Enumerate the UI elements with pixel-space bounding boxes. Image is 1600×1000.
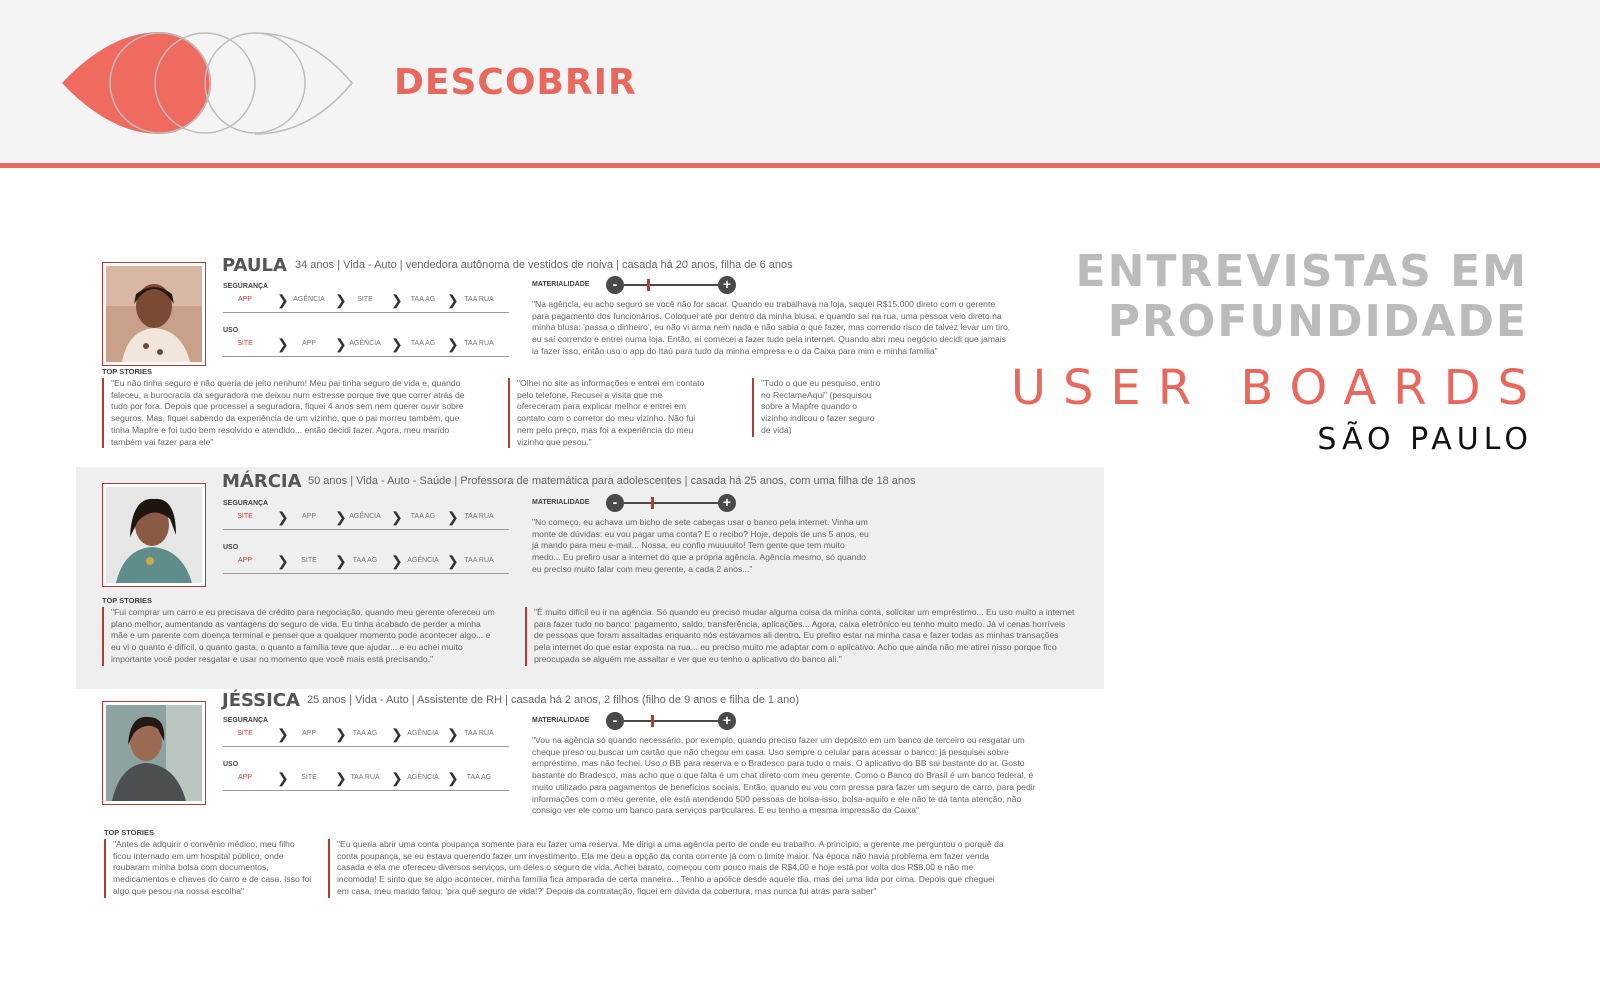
- flow-step: SITE: [357, 296, 373, 303]
- page-location: SÃO PAULO: [1317, 422, 1533, 457]
- slider-track: [624, 720, 718, 722]
- minus-icon: -: [606, 494, 624, 512]
- top-stories-label: TOP STORIES: [104, 828, 155, 837]
- chevron-right-icon: ❯: [391, 336, 403, 352]
- user-board-paula: [76, 248, 1104, 460]
- chevron-right-icon: ❯: [447, 770, 459, 786]
- page-title: [1076, 247, 1528, 347]
- flow-step: TAA RUA: [464, 557, 494, 564]
- materialidade-slider: [606, 493, 736, 513]
- seguranca-label: SEGURANÇA: [223, 283, 269, 290]
- slider-marker: [647, 279, 650, 291]
- uso-flow: [223, 336, 509, 357]
- top-story: "Eu queria abrir uma conta poupança somente para eu fazer uma reserva. Me dirigi a uma agência perto de onde eu trabalho. A princípio, a gerente me perguntou o porquê da conta poupança, se eu estava querendo fazer um investimento. Ela me deu a opção da conta corrente já com o limite maior. Na época não havia problema em fazer venda casada e ela me ofereceu diversos serviços, um deles o seguro de vida. Achei barato, começou com pouco mais de R$4,00 e hoje está por volta dos R$8,00 e não me incomoda! E sinto que se algo acontecer, minha família fica amparada de certa maneira... Tenho a apólice desde aquele dia, mas dei uma lida por cima. Depois que cheguei em casa, meu marido falou: 'pra quê seguro de vida!?' Depois da contratação, fiquei em dúvida da cobertura, mas nunca fui atrás para saber": [328, 839, 1008, 898]
- chevron-right-icon: ❯: [335, 509, 347, 525]
- flow-step: AGÊNCIA: [407, 730, 439, 737]
- chevron-right-icon: ❯: [277, 726, 289, 742]
- avatar: [102, 262, 206, 366]
- flow-step: TAA AG: [410, 296, 436, 303]
- person-name: JÉSSICA: [222, 690, 300, 711]
- seguranca-flow: [223, 292, 509, 313]
- materialidade-label: MATERIALIDADE: [532, 281, 590, 288]
- avatar: [102, 701, 206, 805]
- flow-step: TAA AG: [352, 730, 378, 737]
- flow-step: SITE: [301, 557, 317, 564]
- main-quote: "No começo, eu achava um bicho de sete cabeças usar o banco pela internet. Vinha um monte de dúvidas: eu vou pagar uma conta? E o recibo? Hoje, depois de uns 5 anos, eu já mando para meu e-mail... Nossa, eu confio muuuuito! Tem gente que tem muito medo... Eu prefiro usar a internet do que a própria agência. Agência mesmo, só quando eu preciso muito falar com meu gerente, a cada 2 anos...": [532, 517, 869, 574]
- top-stories-label: TOP STORIES: [102, 596, 153, 605]
- section-title: DESCOBRIR: [394, 62, 637, 103]
- chevron-right-icon: ❯: [447, 292, 459, 308]
- user-board-jessica: [76, 690, 1104, 910]
- portrait-photo: [106, 266, 202, 362]
- portrait-photo: [106, 705, 202, 801]
- flow-step: AGÊNCIA: [349, 513, 381, 520]
- materialidade-slider: [606, 711, 736, 731]
- flow-step: TAA AG: [410, 513, 436, 520]
- page-subtitle: USER BOARDS: [1010, 360, 1545, 416]
- flow-step: TAA RUA: [464, 340, 494, 347]
- top-story: "Tudo o que eu pesquiso, entro no ReclameAqui" (pesquisou sobre a Mapfre quando o vizinho indicou o fazer seguro de vida): [752, 378, 886, 437]
- flow-step: AGÊNCIA: [349, 340, 381, 347]
- flow-step: TAA AG: [352, 557, 378, 564]
- uso-flow: [223, 553, 509, 574]
- flow-step: TAA RUA: [464, 296, 494, 303]
- page-title-line2: PROFUNDIDADE: [1107, 296, 1528, 347]
- chevron-right-icon: ❯: [277, 770, 289, 786]
- plus-icon: +: [718, 712, 736, 730]
- person-description: 50 anos | Vida - Auto - Saúde | Professora de matemática para adolescentes | casada há 25 anos, com uma filha de 18 anos: [308, 475, 916, 487]
- seguranca-label: SEGURANÇA: [223, 717, 269, 724]
- flow-step: TAA RUA: [350, 774, 380, 781]
- page-title-line1: ENTREVISTAS EM: [1075, 246, 1528, 297]
- chevron-right-icon: ❯: [447, 336, 459, 352]
- uso-label: USO: [223, 544, 239, 551]
- flow-step: TAA RUA: [464, 730, 494, 737]
- flow-step: APP: [301, 513, 316, 520]
- top-story: "Eu não tinha seguro e não queria de jeito nenhum! Meu pai tinha seguro de vida e, quando faleceu, a burocracia da seguradora me deixou num estresse porque tive que correr atrás de tudo por fora. Depois que processei a seguradora, fiquei 4 anos sem nem querer ouvir sobre seguros. Mas, fiquei sabendo da experiência de um vizinho, que o pai morreu também, que tinha Mapfre e foi tudo bem resolvido e atendido... então decidi fazer. Agora, meu marido também vai fazer para ele": [102, 378, 468, 448]
- flow-step: TAA AG: [410, 340, 436, 347]
- chevron-right-icon: ❯: [391, 292, 403, 308]
- chevron-right-icon: ❯: [335, 726, 347, 742]
- seguranca-label: SEGURANÇA: [223, 500, 269, 507]
- chevron-right-icon: ❯: [391, 509, 403, 525]
- minus-icon: -: [606, 276, 624, 294]
- flow-step: TAA AG: [466, 774, 492, 781]
- top-stories-label: TOP STORIES: [102, 367, 153, 376]
- chevron-right-icon: ❯: [335, 770, 347, 786]
- flow-step: SITE: [301, 774, 317, 781]
- avatar: [102, 483, 206, 587]
- plus-icon: +: [718, 276, 736, 294]
- flow-step: AGÊNCIA: [293, 296, 325, 303]
- top-story: "Olhei no site as informações e entrei em contato pelo telefone. Recusei a visita que me ofereceram para explicar melhor e entrei em contato com o corretor do meu vizinho. Não fui nem pelo preço, mas foi a experiência do meu vizinho que pesou.": [508, 378, 706, 448]
- chevron-right-icon: ❯: [335, 553, 347, 569]
- plus-icon: +: [718, 494, 736, 512]
- chevron-right-icon: ❯: [447, 726, 459, 742]
- chevron-right-icon: ❯: [335, 292, 347, 308]
- chevron-right-icon: ❯: [447, 553, 459, 569]
- flow-step: APP: [237, 557, 252, 564]
- uso-label: USO: [223, 761, 239, 768]
- chevron-right-icon: ❯: [277, 292, 289, 308]
- chevron-right-icon: ❯: [335, 336, 347, 352]
- uso-label: USO: [223, 327, 239, 334]
- top-story: "Fui comprar um carro e eu precisava de crédito para negociação, quando meu gerente ofereceu um plano melhor, aumentando as vantagens do seguro de vida. Eu tinha acabado de perder a minha mãe e um parente com doença terminal e pensei que a qualquer momento pode acontecer algo... e eu vi o quanto é difícil, o quanto gasta, o quanto a família teve que ajudar... e eu achei muito importante você poder resgatar e usar no momento que você mais está precisando.": [102, 607, 498, 666]
- flow-step: APP: [301, 340, 316, 347]
- flow-step: AGÊNCIA: [407, 557, 439, 564]
- materialidade-label: MATERIALIDADE: [532, 499, 590, 506]
- minus-icon: -: [606, 712, 624, 730]
- materialidade-slider: [606, 275, 736, 295]
- header-bar: [0, 0, 1600, 165]
- top-story: "Antes de adquirir o convênio médico, meu filho ficou internado em um hospital público, onde roubaram minha bolsa com documentos, medicamentos e chaves do carro e de casa. Isso foi algo que pesou na nossa escolha": [104, 839, 312, 898]
- user-board-marcia: [76, 467, 1104, 689]
- seguranca-flow: [223, 726, 509, 747]
- discover-phase-logo: [60, 30, 360, 140]
- flow-step: APP: [301, 730, 316, 737]
- chevron-right-icon: ❯: [277, 553, 289, 569]
- slider-track: [624, 502, 718, 504]
- portrait-photo: [106, 487, 202, 583]
- slider-marker: [651, 715, 654, 727]
- person-description: 34 anos | Vida - Auto | vendedora autônoma de vestidos de noiva | casada há 20 anos, filha de 6 anos: [295, 259, 793, 271]
- main-quote: "Vou na agência só quando necessário, por exemplo, quando preciso fazer um depósito em um banco de terceiro ou resgatar um cheque preso ou buscar um cartão que não chegou em casa. Uso sempre o celular para acessar o banco: já pesquisei sobre empréstimo, mas não fechei. Uso o BB para reserva e o Bradesco para tudo o mais. O aplicativo do BB sai bastante do ar. Gosto bastante do Bradesco, mas acho que o que falta é um chat direto com meu gerente. Como o Banco do Brasil é um banco federal, é muito utilizado para pagamentos de benefícios sociais. Então, quando eu vou com pressa para fazer um seguro de carro, para pedir informações com o meu gerente, ele está atendendo 500 pessoas de bolsa-isso, bolsa-aquilo e ele não te dá tanta atenção, não consigo ver ele como um banco para serviços particulares. E eu tenho a mesma impressão da Caixa": [532, 735, 1036, 816]
- flow-step: APP: [237, 774, 252, 781]
- chevron-right-icon: ❯: [277, 509, 289, 525]
- flow-step: SITE: [237, 340, 253, 347]
- chevron-right-icon: ❯: [391, 553, 403, 569]
- flow-step: SITE: [237, 513, 253, 520]
- person-name: PAULA: [222, 255, 287, 276]
- flow-step: TAA RUA: [464, 513, 494, 520]
- person-name: MÁRCIA: [222, 471, 302, 492]
- chevron-right-icon: ❯: [391, 770, 403, 786]
- seguranca-flow: [223, 509, 509, 530]
- flow-step: AGÊNCIA: [407, 774, 439, 781]
- chevron-right-icon: ❯: [391, 726, 403, 742]
- flow-step: APP: [237, 296, 252, 303]
- slider-track: [624, 284, 718, 286]
- chevron-right-icon: ❯: [277, 336, 289, 352]
- top-story: "É muito difícil eu ir na agência. Só quando eu preciso mudar alguma coisa da minha conta, solicitar um empréstimo... Eu uso muito a internet para fazer tudo no banco: pagamento, saldo, transferência, aplicações... Agora, caixa eletrônico eu tenho muito medo. Já vi cenas horríveis de pessoas que foram assaltadas enquanto nós estávamos ali dentro. Eu prefiro estar na minha casa e fazer todas as minhas transações pela internet do que estar exposta na rua... eu preciso muito me adaptar com o aplicativo. Acho que ainda não me atirei nisso porque fico preocupada se alguém me assaltar e ver que eu tenho o aplicativo do banco ali.": [525, 607, 1075, 666]
- chevron-right-icon: ❯: [447, 509, 459, 525]
- materialidade-label: MATERIALIDADE: [532, 717, 590, 724]
- uso-flow: [223, 770, 509, 791]
- main-quote: "Na agência, eu acho seguro se você não for sacar. Quando eu trabalhava na loja, saquei R$15.000 direto com o gerente para pagamento dos funcionários. Coloquei até por dentro da minha blusa, e quando saí na rua, uma pessoa veio direto na minha blusa: 'passa o dinheiro', eu não vi arma nem nada e não sabia o que fazer, mas correndo risco de talvez levar um tiro, eu saí correndo e entrei numa loja. Então, aí comecei a fazer tudo pela internet. Quando abri meu negócio decidi que jamais ia fazer isso, então uso o app do Itaú para tudo da minha empresa e o da Caixa para mim e minha família": [532, 299, 1011, 356]
- person-description: 25 anos | Vida - Auto | Assistente de RH | casada há 2 anos, 2 filhos (filho de 9 anos e filha de 1 ano): [307, 694, 800, 706]
- flow-step: SITE: [237, 730, 253, 737]
- header-divider: [0, 163, 1600, 168]
- slider-marker: [651, 497, 654, 509]
